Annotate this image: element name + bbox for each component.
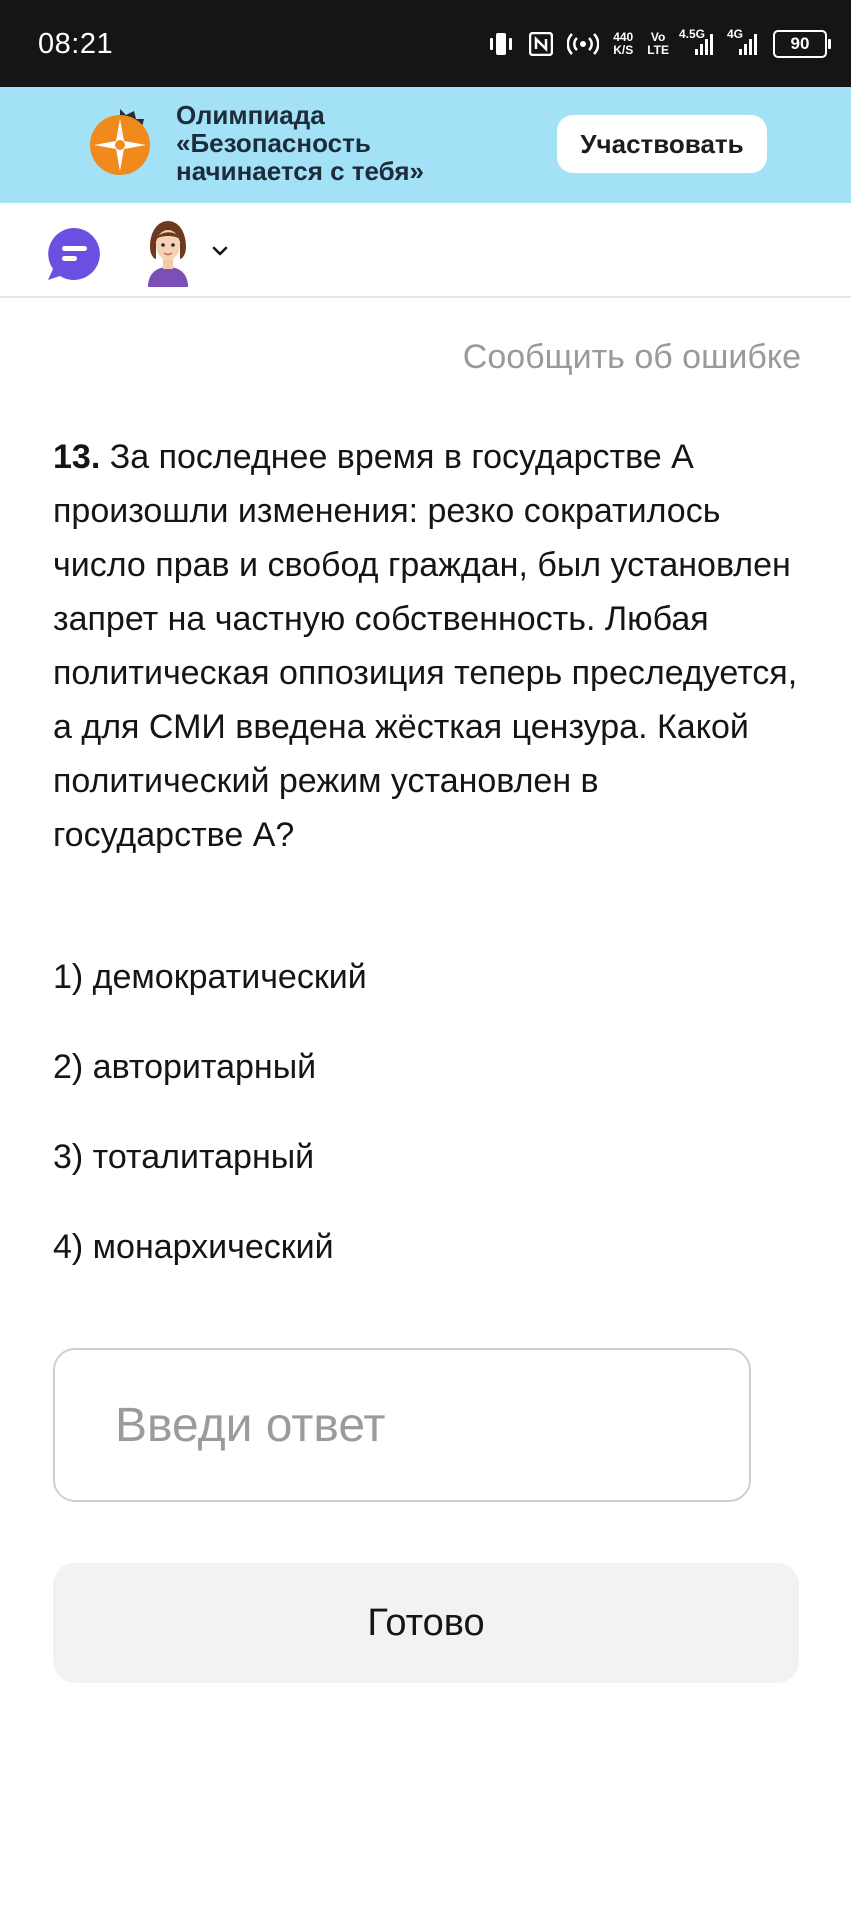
volte-bottom: LTE — [647, 43, 669, 57]
chevron-down-icon — [210, 241, 230, 261]
net-speed-value: 440 — [613, 30, 634, 44]
answer-input[interactable] — [53, 1348, 751, 1502]
status-bar — [0, 0, 851, 87]
net-type-45g: 4.5G — [679, 27, 706, 41]
participate-button[interactable]: Участвовать — [557, 115, 767, 173]
banner-title — [176, 101, 424, 185]
nfc-icon — [529, 32, 553, 56]
banner-line-2: «Безопасность — [176, 128, 371, 158]
profile-menu-button[interactable] — [140, 217, 236, 287]
hotspot-icon — [567, 31, 599, 57]
status-icons — [487, 22, 827, 66]
vibrate-icon — [487, 31, 515, 57]
net-speed — [613, 31, 633, 57]
banner-line-1: Олимпиада — [176, 100, 325, 130]
answer-option: 2) авторитарный — [53, 1048, 317, 1086]
question-text — [53, 430, 798, 862]
answer-option: 1) демократический — [53, 958, 367, 996]
avatar-icon — [140, 217, 196, 287]
report-error-link[interactable]: Сообщить об ошибке — [462, 338, 801, 376]
signal-icon-2 — [727, 27, 759, 57]
olympiad-logo-icon — [84, 105, 156, 177]
chat-icon[interactable] — [45, 225, 103, 283]
question-body: За последнее время в государстве А произошли изменения: резко сократилось число прав и свобод граждан, был установлен запрет на частную собственность. Любая политическая оппозиция теперь преследуется, а для СМИ введена жёсткая цензура. Какой политический режим установлен в государстве А? — [53, 438, 798, 854]
net-speed-unit: K/S — [613, 43, 634, 57]
done-button[interactable]: Готово — [53, 1563, 799, 1683]
answer-option: 3) тоталитарный — [53, 1138, 315, 1176]
top-nav — [0, 203, 851, 298]
question-number: 13. — [53, 438, 101, 476]
volte-indicator — [647, 31, 669, 57]
signal-icon — [679, 27, 715, 57]
net-type-4g: 4G — [727, 27, 744, 41]
banner-line-3: начинается с тебя» — [176, 156, 425, 186]
promo-banner[interactable] — [0, 87, 851, 203]
battery-indicator: 90 — [773, 30, 827, 58]
status-time: 08:21 — [38, 28, 114, 60]
answer-option: 4) монархический — [53, 1228, 334, 1266]
volte-top: Vo — [650, 30, 666, 44]
